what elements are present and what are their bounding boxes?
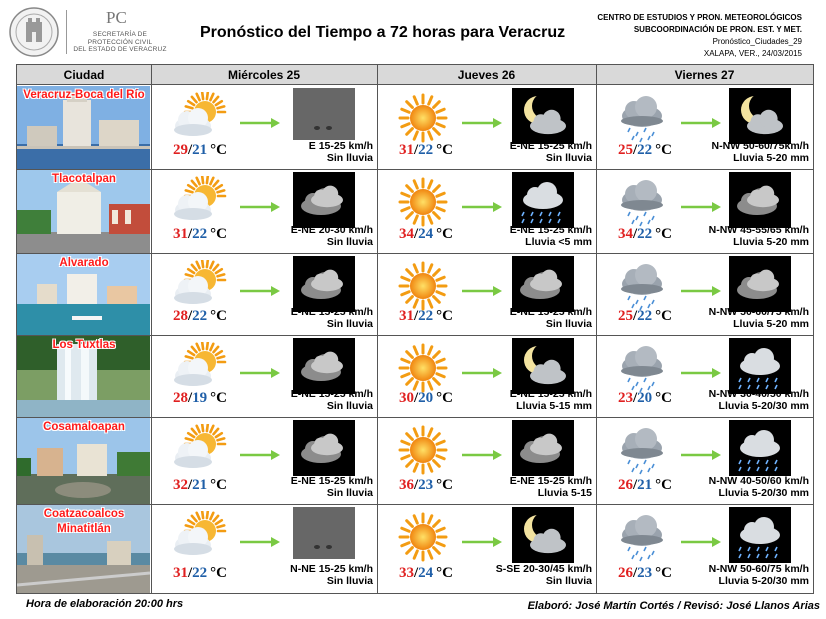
degree-unit: °C — [655, 390, 673, 406]
forecast-cell — [596, 418, 813, 505]
city-row — [17, 170, 813, 254]
logo-line: PROTECCIÓN CIVIL — [87, 38, 153, 46]
arrow-right-icon — [239, 284, 281, 302]
rain-amount: Lluvia 5-15 — [537, 487, 592, 499]
logo-pc-text: PC — [106, 8, 127, 27]
temp-separator: / — [414, 477, 419, 493]
forecast-cell — [596, 86, 813, 170]
wind-rain-info — [510, 224, 592, 248]
temp-separator: / — [414, 390, 419, 406]
temperature — [173, 308, 227, 325]
wind-speed: N-NW 50-60/75km/h — [711, 140, 809, 152]
forecast-cell — [377, 86, 596, 170]
min-temp: 20 — [418, 390, 434, 406]
city-photo — [17, 170, 150, 254]
temp-separator: / — [188, 565, 193, 581]
temperature — [618, 477, 672, 494]
partly-cloudy-sun-icon — [171, 176, 227, 229]
rain-amount: Sin lluvia — [545, 575, 592, 587]
degree-unit: °C — [436, 390, 454, 406]
city-photo — [17, 505, 150, 593]
min-temp: 22 — [637, 308, 653, 324]
city-row — [17, 254, 813, 336]
arrow-right-icon — [680, 116, 722, 134]
temperature — [618, 565, 672, 582]
min-temp: 24 — [418, 565, 434, 581]
max-temp: 23 — [618, 390, 633, 406]
min-temp: 19 — [192, 390, 208, 406]
city-photo — [17, 86, 150, 170]
credits: Elaboró: José Martín Cortés / Revisó: José Llanos Arias — [527, 600, 820, 612]
wind-rain-info — [709, 475, 809, 499]
city-name: Los Tuxtlas — [52, 339, 116, 351]
column-header-city: Ciudad — [17, 65, 151, 85]
arrow-right-icon — [239, 366, 281, 384]
temp-separator: / — [633, 142, 638, 158]
temp-separator: / — [188, 308, 193, 324]
rain-amount: Lluvia 5-20 mm — [733, 236, 809, 248]
agency-line: SUBCOORDINACIÓN DE PRON. EST. Y MET. — [633, 25, 802, 34]
temperature — [399, 390, 453, 407]
degree-unit: °C — [655, 308, 673, 324]
degree-unit: °C — [210, 477, 228, 493]
min-temp: 21 — [192, 477, 208, 493]
max-temp: 33 — [399, 565, 414, 581]
wind-rain-info — [510, 475, 592, 499]
city-row — [17, 505, 813, 593]
page-header — [0, 0, 826, 64]
wind-speed: E-NE 15-25 km/h — [509, 306, 592, 318]
forecast-cell — [151, 505, 377, 593]
agency-block — [597, 12, 802, 60]
temperature — [173, 142, 227, 159]
rain-amount: Sin lluvia — [326, 318, 373, 330]
arrow-right-icon — [461, 116, 503, 134]
arrow-right-icon — [680, 366, 722, 384]
temp-separator: / — [633, 226, 638, 242]
wind-rain-info — [309, 140, 373, 164]
arrow-right-icon — [461, 366, 503, 384]
arrow-right-icon — [461, 535, 503, 553]
logo-divider — [66, 10, 67, 54]
rain-amount: Sin lluvia — [545, 318, 592, 330]
city-name: Alvarado — [59, 257, 109, 269]
degree-unit: °C — [436, 477, 454, 493]
degree-unit: °C — [210, 390, 228, 406]
temperature — [399, 142, 453, 159]
wind-speed: E-NE 15-25 km/h — [509, 224, 592, 236]
agency-line: CENTRO DE ESTUDIOS Y PRON. METEOROLÓGICOS — [597, 13, 802, 22]
wind-speed: N-NW 50-60/75 km/h — [708, 563, 809, 575]
place-date: XALAPA, VER., 24/03/2015 — [703, 49, 802, 58]
temp-separator: / — [633, 565, 638, 581]
fog-night-icon — [293, 88, 355, 145]
max-temp: 34 — [618, 226, 633, 242]
forecast-cell — [377, 418, 596, 505]
column-header-day2: Jueves 26 — [377, 65, 596, 85]
arrow-right-icon — [239, 200, 281, 218]
wind-rain-info — [291, 224, 373, 248]
temp-separator: / — [188, 390, 193, 406]
forecast-cell — [596, 254, 813, 336]
wind-speed: E-NE 15-25 km/h — [290, 475, 373, 487]
temperature — [173, 477, 227, 494]
elaboration-time: Hora de elaboración 20:00 hrs — [26, 598, 184, 610]
min-temp: 23 — [637, 565, 653, 581]
temperature — [618, 390, 672, 407]
partly-cloudy-sun-icon — [171, 424, 227, 477]
degree-unit: °C — [436, 226, 454, 242]
city-name: Coatzacoalcos Minatitlán — [43, 508, 125, 535]
max-temp: 28 — [173, 390, 188, 406]
wind-rain-info — [510, 140, 592, 164]
page-title: Pronóstico del Tiempo a 72 horas para Veracruz — [200, 24, 566, 41]
wind-rain-info — [496, 563, 592, 587]
temp-separator: / — [188, 226, 193, 242]
min-temp: 21 — [192, 142, 208, 158]
rain-cloud-icon — [616, 424, 668, 481]
arrow-right-icon — [239, 535, 281, 553]
rain-amount: Sin lluvia — [326, 487, 373, 499]
city-name: Veracruz-Boca del Río — [23, 89, 145, 101]
wind-rain-info — [510, 306, 592, 330]
min-temp: 21 — [637, 477, 653, 493]
forecast-cell — [377, 170, 596, 254]
min-temp: 22 — [192, 226, 208, 242]
column-divider — [596, 65, 597, 593]
sun-icon — [397, 424, 449, 481]
degree-unit: °C — [210, 226, 228, 242]
arrow-right-icon — [680, 200, 722, 218]
max-temp: 29 — [173, 142, 188, 158]
wind-rain-info — [510, 388, 592, 412]
max-temp: 26 — [618, 477, 633, 493]
forecast-cell — [151, 418, 377, 505]
temp-separator: / — [633, 308, 638, 324]
rain-amount: Sin lluvia — [326, 575, 373, 587]
min-temp: 22 — [637, 226, 653, 242]
logo-line: SECRETARÍA DE — [92, 31, 148, 38]
sun-icon — [397, 511, 449, 568]
temp-separator: / — [414, 142, 419, 158]
max-temp: 25 — [618, 308, 633, 324]
rain-amount: Lluvia <5 mm — [525, 236, 592, 248]
min-temp: 23 — [418, 477, 434, 493]
max-temp: 26 — [618, 565, 633, 581]
city-photo — [17, 254, 150, 336]
max-temp: 28 — [173, 308, 188, 324]
wind-speed: E-NE 20-30 km/h — [290, 224, 373, 236]
wind-speed: E 15-25 km/h — [308, 140, 373, 152]
rain-amount: Sin lluvia — [326, 400, 373, 412]
wind-speed: E-NE 15-25 km/h — [509, 388, 592, 400]
wind-rain-info — [709, 563, 809, 587]
min-temp: 22 — [418, 308, 434, 324]
temp-separator: / — [188, 477, 193, 493]
arrow-right-icon — [461, 200, 503, 218]
temperature — [399, 226, 453, 243]
wind-rain-info — [290, 563, 373, 587]
degree-unit: °C — [436, 142, 454, 158]
partly-cloudy-sun-icon — [171, 260, 227, 313]
cloudy-night-icon — [293, 420, 355, 481]
partly-cloudy-sun-icon — [171, 92, 227, 145]
temp-separator: / — [414, 226, 419, 242]
city-photo — [17, 336, 150, 418]
max-temp: 31 — [173, 565, 188, 581]
forecast-cell — [151, 170, 377, 254]
rain-amount: Sin lluvia — [326, 152, 373, 164]
wind-speed: E-NE 15-25 km/h — [290, 306, 373, 318]
wind-rain-info — [709, 224, 809, 248]
degree-unit: °C — [655, 565, 673, 581]
state-seal-icon — [8, 6, 60, 58]
partly-cloudy-sun-icon — [171, 342, 227, 395]
city-row — [17, 86, 813, 170]
max-temp: 36 — [399, 477, 414, 493]
arrow-right-icon — [239, 448, 281, 466]
forecast-cell — [151, 254, 377, 336]
column-header-day3: Viernes 27 — [596, 65, 813, 85]
degree-unit: °C — [655, 477, 673, 493]
degree-unit: °C — [210, 565, 228, 581]
city-photo — [17, 418, 150, 505]
wind-rain-info — [291, 475, 373, 499]
column-divider — [377, 65, 378, 593]
forecast-cell — [596, 505, 813, 593]
max-temp: 31 — [173, 226, 188, 242]
max-temp: 34 — [399, 226, 414, 242]
degree-unit: °C — [436, 565, 454, 581]
forecast-cell — [596, 336, 813, 418]
wind-speed: S-SE 20-30/45 km/h — [495, 563, 592, 575]
arrow-right-icon — [461, 448, 503, 466]
temp-separator: / — [633, 477, 638, 493]
rain-amount: Lluvia 5-20/30 mm — [718, 400, 809, 412]
forecast-cell — [151, 86, 377, 170]
rain-cloud-icon — [616, 176, 668, 233]
temp-separator: / — [633, 390, 638, 406]
max-temp: 32 — [173, 477, 188, 493]
column-divider — [151, 65, 152, 593]
wind-speed: N-NE 15-25 km/h — [290, 563, 373, 575]
arrow-right-icon — [461, 284, 503, 302]
wind-rain-info — [709, 388, 809, 412]
wind-speed: N-NW 45-55/65 km/h — [708, 224, 809, 236]
moon-cloud-night-icon — [512, 507, 574, 568]
min-temp: 24 — [418, 226, 434, 242]
forecast-cell — [377, 254, 596, 336]
temperature — [399, 308, 453, 325]
wind-speed: E-NE 15-25 km/h — [509, 140, 592, 152]
temperature — [173, 226, 227, 243]
forecast-cell — [151, 336, 377, 418]
max-temp: 31 — [399, 308, 414, 324]
min-temp: 20 — [637, 390, 653, 406]
degree-unit: °C — [210, 142, 228, 158]
sun-icon — [397, 176, 449, 233]
wind-speed: E-NE 15-25 km/h — [509, 475, 592, 487]
temp-separator: / — [188, 142, 193, 158]
max-temp: 30 — [399, 390, 414, 406]
column-header-day1: Miércoles 25 — [151, 65, 377, 85]
min-temp: 22 — [637, 142, 653, 158]
arrow-right-icon — [680, 535, 722, 553]
max-temp: 25 — [618, 142, 633, 158]
degree-unit: °C — [210, 308, 228, 324]
fog-night-icon — [293, 507, 355, 564]
wind-rain-info — [291, 306, 373, 330]
city-row — [17, 418, 813, 505]
wind-speed: N-NW 40-50/60 km/h — [708, 475, 809, 487]
civil-protection-logo — [8, 6, 167, 58]
wind-speed: N-NW 50-60/75 km/h — [708, 306, 809, 318]
logo-line: DEL ESTADO DE VERACRUZ — [73, 46, 167, 53]
temperature — [399, 565, 453, 582]
wind-rain-info — [709, 306, 809, 330]
rain-amount: Sin lluvia — [545, 152, 592, 164]
sun-icon — [397, 92, 449, 149]
temperature — [173, 390, 227, 407]
rain-cloud-icon — [616, 511, 668, 568]
document-id: Pronóstico_Ciudades_29 — [712, 37, 802, 46]
rain-amount: Lluvia 5-20 mm — [733, 318, 809, 330]
min-temp: 22 — [192, 308, 208, 324]
temperature — [618, 308, 672, 325]
rain-night-icon — [729, 420, 791, 481]
rain-amount: Lluvia 5-20/30 mm — [718, 487, 809, 499]
wind-rain-info — [291, 388, 373, 412]
rain-cloud-icon — [616, 92, 668, 149]
cloudy-night-icon — [512, 420, 574, 481]
forecast-cell — [377, 505, 596, 593]
min-temp: 22 — [192, 565, 208, 581]
forecast-cell — [377, 336, 596, 418]
degree-unit: °C — [436, 308, 454, 324]
logo-subtitle — [70, 31, 170, 54]
wind-speed: E-NE 15-25 km/h — [290, 388, 373, 400]
rain-amount: Lluvia 5-20/30 mm — [718, 575, 809, 587]
rain-amount: Lluvia 5-15 mm — [516, 400, 592, 412]
forecast-table — [16, 64, 814, 594]
rain-amount: Sin lluvia — [326, 236, 373, 248]
temperature — [173, 565, 227, 582]
temp-separator: / — [414, 308, 419, 324]
degree-unit: °C — [655, 142, 673, 158]
max-temp: 31 — [399, 142, 414, 158]
rain-amount: Lluvia 5-20 mm — [733, 152, 809, 164]
arrow-right-icon — [680, 284, 722, 302]
wind-speed: N-NW 30-40/50 km/h — [708, 388, 809, 400]
arrow-right-icon — [680, 448, 722, 466]
arrow-right-icon — [239, 116, 281, 134]
min-temp: 22 — [418, 142, 434, 158]
temperature — [618, 142, 672, 159]
forecast-cell — [596, 170, 813, 254]
temperature — [399, 477, 453, 494]
city-name: Cosamaloapan — [43, 421, 125, 433]
degree-unit: °C — [655, 226, 673, 242]
city-name: Tlacotalpan — [52, 173, 116, 185]
rain-night-icon — [729, 507, 791, 568]
temperature — [618, 226, 672, 243]
city-row — [17, 336, 813, 418]
partly-cloudy-sun-icon — [171, 511, 227, 564]
temp-separator: / — [414, 565, 419, 581]
wind-rain-info — [712, 140, 809, 164]
